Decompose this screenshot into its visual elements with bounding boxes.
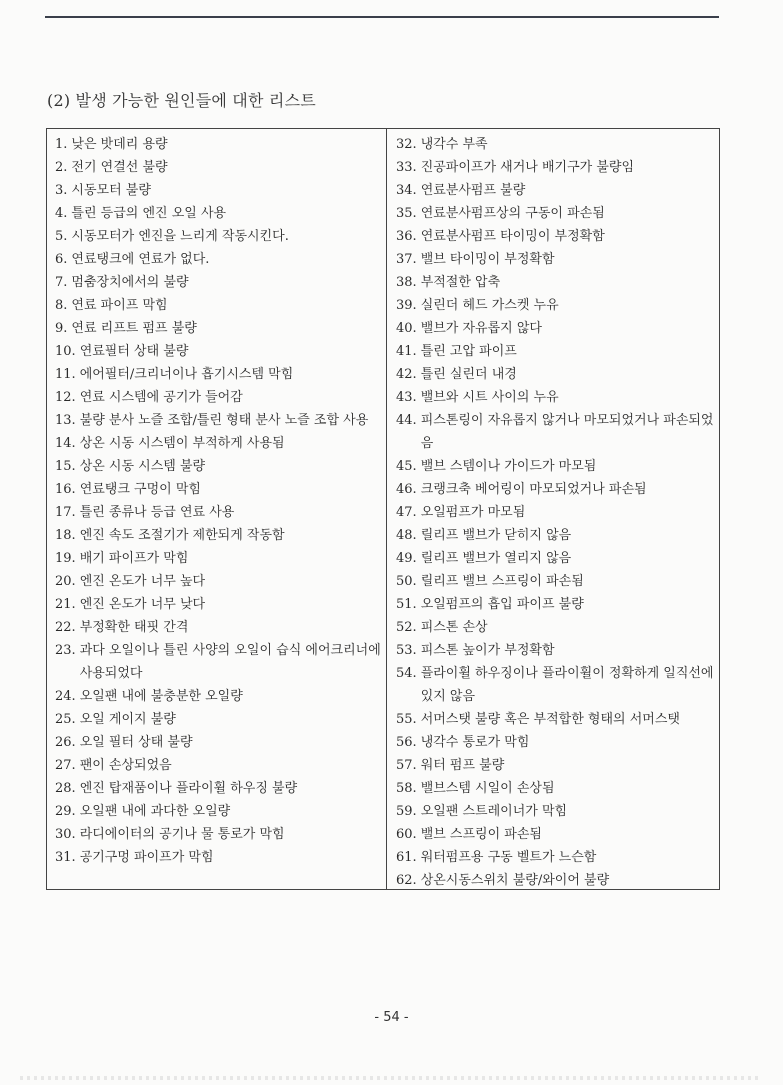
cause-item [396, 616, 714, 639]
cause-number: 21. [55, 597, 76, 612]
scan-noise [20, 1076, 760, 1080]
cause-text: 연료분사펌프 타이밍이 부정확함 [420, 229, 605, 244]
cause-item [55, 524, 381, 547]
cause-number: 43. [396, 390, 417, 405]
cause-text: 피스톤 높이가 부정확함 [420, 643, 555, 658]
cause-number: 5. [55, 229, 68, 244]
cause-number: 37. [396, 252, 417, 267]
cause-text: 오일팬 내에 과다한 오일량 [79, 804, 231, 819]
cause-item [396, 317, 714, 340]
cause-text: 릴리프 밸브 스프링이 파손됨 [420, 574, 584, 589]
cause-number: 62. [396, 873, 417, 888]
cause-text: 과다 오일이나 틀린 사양의 오일이 습식 에어크리너에 사용되었다 [79, 643, 381, 681]
cause-text: 엔진 탑재품이나 플라이휠 하우징 불량 [79, 781, 298, 796]
header-rule [45, 16, 719, 18]
cause-number: 45. [396, 459, 417, 474]
cause-item [396, 777, 714, 800]
cause-text: 밸브가 자유롭지 않다 [420, 321, 542, 336]
cause-item [55, 639, 381, 685]
cause-item [396, 179, 714, 202]
cause-number: 61. [396, 850, 417, 865]
cause-item [55, 202, 381, 225]
cause-item [55, 616, 381, 639]
cause-number: 27. [55, 758, 76, 773]
cause-text: 엔진 속도 조절기가 제한되게 작동함 [79, 528, 285, 543]
cause-text: 엔진 온도가 너무 높다 [79, 574, 206, 589]
cause-text: 라디에이터의 공기나 물 통로가 막힘 [79, 827, 285, 842]
cause-text: 오일펌프의 흡입 파이프 불량 [420, 597, 584, 612]
cause-item [55, 225, 381, 248]
cause-number: 26. [55, 735, 76, 750]
cause-number: 42. [396, 367, 417, 382]
cause-number: 48. [396, 528, 417, 543]
cause-item [396, 754, 714, 777]
cause-item [396, 823, 714, 846]
cause-item [55, 547, 381, 570]
right-column [396, 133, 714, 892]
column-divider [386, 129, 387, 889]
cause-item [55, 133, 381, 156]
cause-text: 밸브 스템이나 가이드가 마모됨 [420, 459, 597, 474]
cause-text: 연료탱크 구멍이 막힘 [79, 482, 201, 497]
cause-text: 릴리프 밸브가 닫히지 않음 [420, 528, 572, 543]
cause-text: 연료탱크에 연료가 없다. [71, 252, 210, 267]
cause-item [396, 869, 714, 892]
cause-text: 연료 파이프 막힘 [71, 298, 168, 313]
cause-number: 22. [55, 620, 76, 635]
cause-text: 릴리프 밸브가 열리지 않음 [420, 551, 572, 566]
cause-number: 32. [396, 137, 417, 152]
cause-number: 13. [55, 413, 76, 428]
cause-text: 서머스탯 불량 혹은 부적합한 형태의 서머스탯 [420, 712, 680, 727]
left-column [55, 133, 381, 869]
cause-number: 36. [396, 229, 417, 244]
cause-item [55, 478, 381, 501]
cause-item [396, 478, 714, 501]
cause-text: 상온 시동 시스템이 부적하게 사용됨 [79, 436, 285, 451]
cause-text: 틀린 종류나 등급 연료 사용 [79, 505, 235, 520]
cause-item [55, 386, 381, 409]
cause-item [55, 340, 381, 363]
cause-number: 25. [55, 712, 76, 727]
cause-item [396, 524, 714, 547]
cause-number: 33. [396, 160, 417, 175]
cause-number: 16. [55, 482, 76, 497]
cause-text: 진공파이프가 새거나 배기구가 불량임 [420, 160, 635, 175]
cause-text: 배기 파이프가 막힘 [79, 551, 189, 566]
cause-item [396, 386, 714, 409]
cause-item [396, 409, 714, 455]
cause-text: 시동모터 불량 [71, 183, 151, 198]
cause-number: 20. [55, 574, 76, 589]
cause-text: 연료필터 상태 불량 [79, 344, 189, 359]
cause-text: 틀린 실린더 내경 [420, 367, 517, 382]
cause-text: 플라이휠 하우징이나 플라이휠이 정확하게 일직선에 있지 않음 [420, 666, 714, 704]
cause-number: 35. [396, 206, 417, 221]
cause-list-table [46, 128, 720, 890]
cause-number: 30. [55, 827, 76, 842]
cause-item [55, 685, 381, 708]
cause-item [396, 570, 714, 593]
cause-item [55, 363, 381, 386]
cause-item [396, 248, 714, 271]
cause-item [55, 248, 381, 271]
cause-text: 냉각수 부족 [420, 137, 488, 152]
cause-number: 40. [396, 321, 417, 336]
cause-number: 31. [55, 850, 76, 865]
cause-text: 연료 시스템에 공기가 들어감 [79, 390, 243, 405]
cause-item [55, 156, 381, 179]
cause-number: 59. [396, 804, 417, 819]
cause-text: 오일 게이지 불량 [79, 712, 176, 727]
cause-number: 44. [396, 413, 417, 428]
cause-text: 밸브스템 시일이 손상됨 [420, 781, 555, 796]
cause-text: 밸브와 시트 사이의 누유 [420, 390, 559, 405]
cause-item [396, 662, 714, 708]
cause-item [55, 179, 381, 202]
cause-number: 6. [55, 252, 68, 267]
cause-number: 49. [396, 551, 417, 566]
cause-number: 28. [55, 781, 76, 796]
cause-text: 시동모터가 엔진을 느리게 작동시킨다. [71, 229, 289, 244]
cause-number: 3. [55, 183, 68, 198]
cause-text: 틀린 등급의 엔진 오일 사용 [71, 206, 227, 221]
cause-number: 46. [396, 482, 417, 497]
cause-item [55, 501, 381, 524]
cause-item [55, 754, 381, 777]
cause-text: 오일 필터 상태 불량 [79, 735, 193, 750]
cause-number: 18. [55, 528, 76, 543]
cause-item [55, 731, 381, 754]
cause-text: 피스톤 손상 [420, 620, 488, 635]
cause-text: 연료 리프트 펌프 불량 [71, 321, 197, 336]
cause-text: 오일팬 내에 불충분한 오일량 [79, 689, 243, 704]
page-number: - 54 - [374, 1010, 409, 1025]
cause-item [396, 156, 714, 179]
cause-item [55, 846, 381, 869]
cause-text: 연료분사펌프 불량 [420, 183, 526, 198]
cause-item [55, 409, 381, 432]
cause-number: 23. [55, 643, 76, 658]
cause-item [396, 133, 714, 156]
cause-item [396, 846, 714, 869]
cause-item [55, 593, 381, 616]
cause-item [396, 363, 714, 386]
cause-item [55, 570, 381, 593]
cause-number: 50. [396, 574, 417, 589]
cause-text: 엔진 온도가 너무 낮다 [79, 597, 206, 612]
cause-text: 부정확한 태핏 간격 [79, 620, 189, 635]
cause-item [55, 777, 381, 800]
cause-text: 밸브 타이밍이 부정확함 [420, 252, 555, 267]
cause-text: 틀린 고압 파이프 [420, 344, 517, 359]
cause-number: 14. [55, 436, 76, 451]
cause-item [55, 455, 381, 478]
cause-text: 멈춤장치에서의 불량 [71, 275, 189, 290]
cause-number: 34. [396, 183, 417, 198]
cause-item [396, 202, 714, 225]
cause-number: 10. [55, 344, 76, 359]
cause-text: 워터펌프용 구동 벨트가 느슨함 [420, 850, 597, 865]
cause-item [55, 432, 381, 455]
cause-text: 크랭크축 베어링이 마모되었거나 파손됨 [420, 482, 647, 497]
cause-item [396, 708, 714, 731]
cause-item [396, 225, 714, 248]
cause-item [55, 708, 381, 731]
cause-item [55, 294, 381, 317]
cause-item [396, 800, 714, 823]
cause-item [55, 317, 381, 340]
cause-number: 54. [396, 666, 417, 681]
cause-item [396, 340, 714, 363]
cause-number: 41. [396, 344, 417, 359]
cause-item [396, 271, 714, 294]
cause-number: 2. [55, 160, 68, 175]
cause-item [396, 593, 714, 616]
cause-item [396, 639, 714, 662]
cause-number: 38. [396, 275, 417, 290]
cause-text: 전기 연결선 불량 [71, 160, 168, 175]
cause-number: 55. [396, 712, 417, 727]
cause-text: 실린더 헤드 가스켓 누유 [420, 298, 559, 313]
cause-text: 피스톤링이 자유롭지 않거나 마모되었거나 파손되었음 [420, 413, 714, 451]
cause-text: 냉각수 통로가 막힘 [420, 735, 530, 750]
cause-number: 60. [396, 827, 417, 842]
cause-text: 상온시동스위치 불량/와이어 불량 [420, 873, 610, 888]
cause-text: 불량 분사 노즐 조합/틀린 형태 분사 노즐 조합 사용 [79, 413, 369, 428]
cause-item [396, 731, 714, 754]
cause-number: 1. [55, 137, 68, 152]
cause-number: 4. [55, 206, 68, 221]
cause-item [55, 800, 381, 823]
cause-number: 51. [396, 597, 417, 612]
cause-number: 24. [55, 689, 76, 704]
cause-number: 56. [396, 735, 417, 750]
cause-number: 19. [55, 551, 76, 566]
cause-text: 오일팬 스트레이너가 막힘 [420, 804, 568, 819]
cause-text: 워터 펌프 불량 [420, 758, 505, 773]
cause-text: 오일펌프가 마모됨 [420, 505, 526, 520]
cause-number: 39. [396, 298, 417, 313]
cause-item [396, 294, 714, 317]
cause-item [55, 271, 381, 294]
cause-number: 29. [55, 804, 76, 819]
cause-text: 공기구멍 파이프가 막힘 [79, 850, 214, 865]
cause-item [55, 823, 381, 846]
cause-text: 상온 시동 시스템 불량 [79, 459, 206, 474]
cause-number: 15. [55, 459, 76, 474]
cause-number: 12. [55, 390, 76, 405]
cause-text: 팬이 손상되었음 [79, 758, 172, 773]
cause-text: 낮은 밧데리 용량 [71, 137, 168, 152]
cause-number: 47. [396, 505, 417, 520]
cause-item [396, 455, 714, 478]
cause-text: 연료분사펌프상의 구동이 파손됨 [420, 206, 605, 221]
cause-number: 58. [396, 781, 417, 796]
cause-number: 7. [55, 275, 68, 290]
cause-number: 17. [55, 505, 76, 520]
cause-number: 11. [55, 367, 76, 382]
cause-item [396, 501, 714, 524]
cause-number: 9. [55, 321, 68, 336]
cause-number: 8. [55, 298, 68, 313]
cause-text: 에어필터/크리너이나 흡기시스템 막힘 [79, 367, 294, 382]
cause-number: 57. [396, 758, 417, 773]
cause-text: 부적절한 압축 [420, 275, 501, 290]
section-title: (2) 발생 가능한 원인들에 대한 리스트 [47, 91, 316, 110]
cause-number: 53. [396, 643, 417, 658]
cause-number: 52. [396, 620, 417, 635]
cause-text: 밸브 스프링이 파손됨 [420, 827, 542, 842]
cause-item [396, 547, 714, 570]
